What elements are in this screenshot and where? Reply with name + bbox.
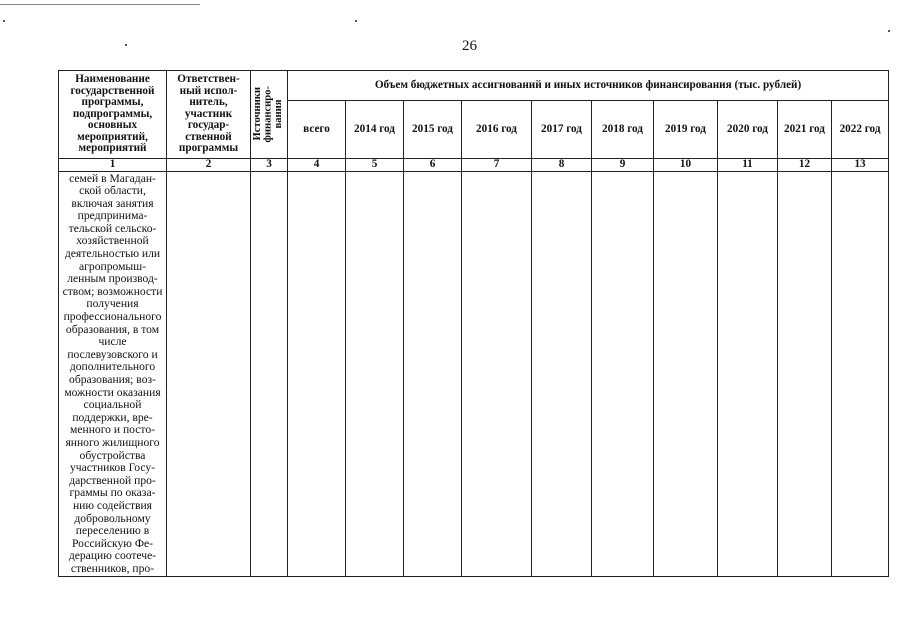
header-sources: Источники финансиро- вания (252, 86, 285, 143)
column-number: 11 (718, 159, 778, 172)
row-value-2019 (654, 171, 718, 576)
header-year-2016: 2016 год (462, 101, 532, 159)
row-value-2022 (832, 171, 889, 576)
row-value-2017 (532, 171, 592, 576)
scan-speck (355, 20, 357, 22)
column-number: 8 (532, 159, 592, 172)
row-sources-cell (251, 171, 288, 576)
column-number: 10 (654, 159, 718, 172)
header-total: всего (288, 101, 346, 159)
header-year-2020: 2020 год (718, 101, 778, 159)
row-value-2015 (404, 171, 462, 576)
header-year-2015: 2015 год (404, 101, 462, 159)
header-row-top (59, 71, 889, 101)
header-year-2022: 2022 год (832, 101, 889, 159)
page-number: 26 (462, 38, 477, 54)
header-year-2021: 2021 год (778, 101, 832, 159)
budget-table (58, 70, 889, 577)
header-name: Наименование государственной программы, подпрограммы, основных мероприятий, мероприятий (59, 71, 167, 159)
header-year-2017: 2017 год (532, 101, 592, 159)
header-year-2019: 2019 год (654, 101, 718, 159)
column-number-row (59, 159, 889, 172)
header-year-2014: 2014 год (346, 101, 404, 159)
column-number: 2 (167, 159, 251, 172)
scan-top-rule (0, 4, 200, 5)
scan-speck (3, 20, 5, 22)
scan-speck (888, 30, 890, 32)
column-number: 13 (832, 159, 889, 172)
row-value-total (288, 171, 346, 576)
column-number: 1 (59, 159, 167, 172)
column-number: 6 (404, 159, 462, 172)
scan-speck (125, 44, 127, 46)
header-responsible: Ответствен-ный испол-нитель, участник государ-ственной программы (167, 71, 251, 159)
table-row (59, 171, 889, 576)
row-value-2018 (592, 171, 654, 576)
row-value-2014 (346, 171, 404, 576)
column-number: 5 (346, 159, 404, 172)
header-sources-cell (251, 71, 288, 159)
column-number: 12 (778, 159, 832, 172)
header-sources-wrap (251, 71, 287, 158)
column-number: 4 (288, 159, 346, 172)
header-volume: Объем бюджетных ассигнований и иных источников финансирования (тыс. рублей) (288, 71, 889, 101)
row-name-text: семей в Магадан- ской области, включая занятия предпринима- тельской сельско- хозяйственной деятельностью или агропромыш- ленным производ- ством; возможности получения профессионального образования, в том числе послевузовского и дополнительного образования; воз- можности оказания социальной поддержки, вре- менного и посто- янного жилищного обустройства участников Госу- дарственной про- граммы по оказа- нию содействия добровольному переселению в Российскую Фе- дерацию соотече- ственников, про- (62, 171, 163, 575)
row-responsible-cell (167, 171, 251, 576)
row-value-2021 (778, 171, 832, 576)
column-number: 3 (251, 159, 288, 172)
column-number: 9 (592, 159, 654, 172)
row-value-2016 (462, 171, 532, 576)
row-name-cell (59, 171, 167, 576)
column-number: 7 (462, 159, 532, 172)
row-value-2020 (718, 171, 778, 576)
header-year-2018: 2018 год (592, 101, 654, 159)
